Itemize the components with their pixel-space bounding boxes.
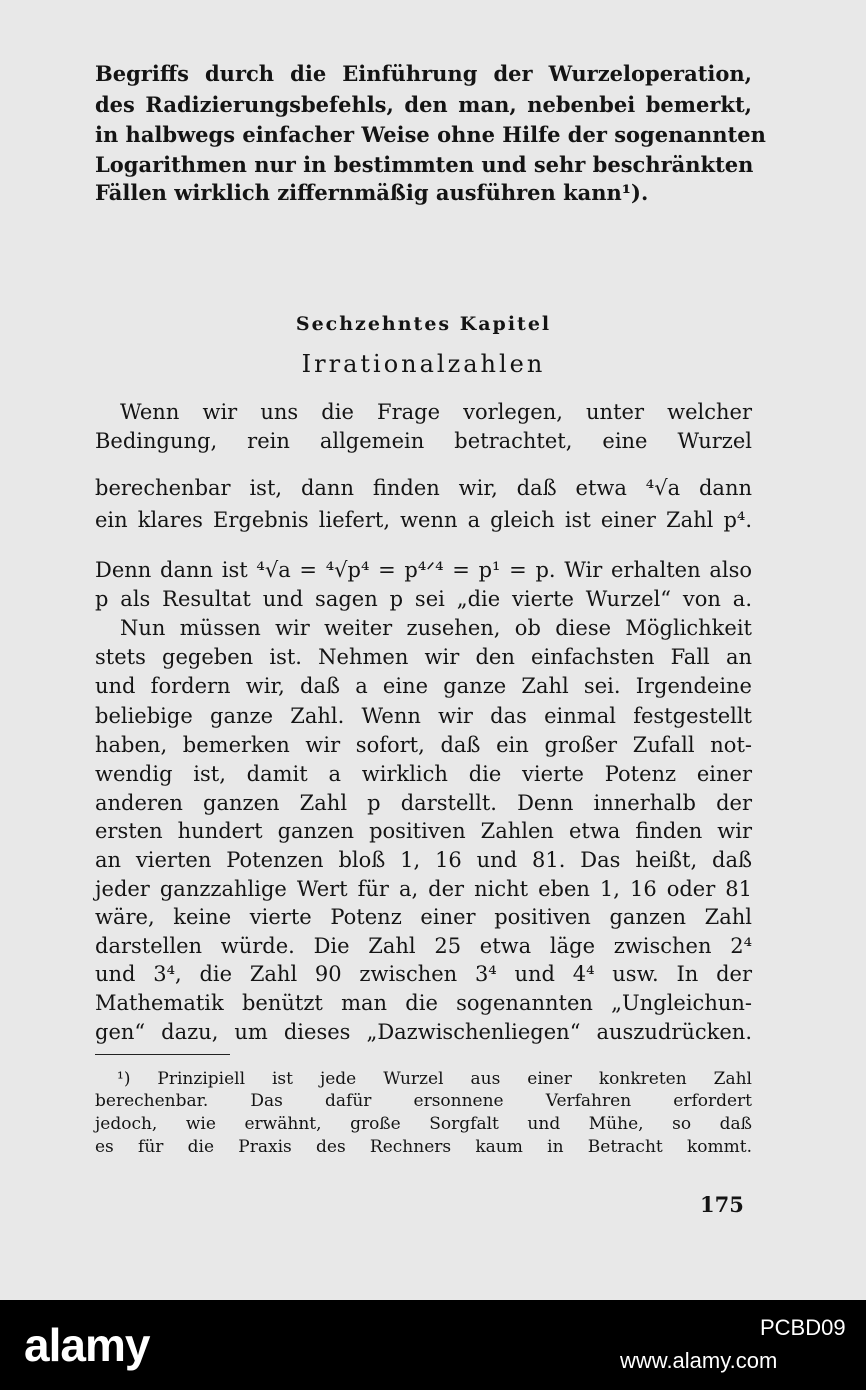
body-line: Denn dann ist ⁴√a = ⁴√p⁴ = p⁴ᐟ⁴ = p¹ = p. Wir erhalten also (95, 558, 752, 582)
body-line: stets gegeben ist. Nehmen wir den einfachsten Fall an (95, 645, 752, 669)
footnote-line: es für die Praxis des Rechners kaum in Betracht kommt. (95, 1137, 752, 1157)
chapter-label: Sechzehntes Kapitel (295, 313, 552, 335)
body-line: wäre, keine vierte Potenz einer positiven ganzen Zahl (95, 905, 752, 929)
footnote-line: berechenbar. Das dafür ersonnene Verfahren erfordert (95, 1091, 752, 1111)
body-line: Nun müssen wir weiter zusehen, ob diese Möglichkeit (120, 616, 752, 640)
body-line: beliebige ganze Zahl. Wenn wir das einmal festgestellt (95, 704, 752, 728)
body-line: Wenn wir uns die Frage vorlegen, unter welcher (120, 400, 752, 424)
body-line: wendig ist, damit a wirklich die vierte Potenz einer (95, 762, 752, 786)
chapter-title: Irrationalzahlen (301, 350, 546, 378)
footnote-line: ¹) Prinzipiell ist jede Wurzel aus einer konkreten Zahl (117, 1069, 752, 1089)
body-line: jeder ganzzahlige Wert für a, der nicht eben 1, 16 oder 81 (95, 877, 752, 901)
body-line: gen“ dazu, um dieses „Dazwischenliegen“ auszudrücken. (95, 1020, 752, 1044)
body-line: und fordern wir, daß a eine ganze Zahl sei. Irgendeine (95, 674, 752, 698)
body-line: darstellen würde. Die Zahl 25 etwa läge zwischen 2⁴ (95, 934, 752, 958)
footnote-line: jedoch, wie erwähnt, große Sorgfalt und Mühe, so daß (95, 1114, 752, 1134)
intro-line: Fällen wirklich ziffernmäßig ausführen kann¹). (95, 180, 649, 205)
body-line: und 3⁴, die Zahl 90 zwischen 3⁴ und 4⁴ usw. In der (95, 962, 752, 986)
body-line: ein klares Ergebnis liefert, wenn a gleich ist einer Zahl p⁴. (95, 508, 752, 532)
intro-line: Begriffs durch die Einführung der Wurzeloperation, (95, 61, 752, 86)
body-line: ersten hundert ganzen positiven Zahlen etwa finden wir (95, 819, 752, 843)
body-line: an vierten Potenzen bloß 1, 16 und 81. Das heißt, daß (95, 848, 752, 872)
intro-line: Logarithmen nur in bestimmten und sehr beschränkten (95, 152, 754, 177)
footnote-rule (95, 1054, 230, 1055)
site-url: www.alamy.com (620, 1348, 778, 1373)
page-number: 175 (700, 1192, 744, 1217)
brand-logo: alamy (24, 1319, 150, 1371)
body-line: p als Resultat und sagen p sei „die vierte Wurzel“ von a. (95, 587, 752, 611)
body-line: Bedingung, rein allgemein betrachtet, eine Wurzel (95, 429, 752, 453)
intro-line: des Radizierungsbefehls, den man, nebenbei bemerkt, (95, 92, 752, 117)
body-line: Mathematik benützt man die sogenannten „Ungleichun- (95, 991, 752, 1015)
body-line: berechenbar ist, dann finden wir, daß etwa ⁴√a dann (95, 476, 752, 500)
intro-line: in halbwegs einfacher Weise ohne Hilfe der sogenannten (95, 122, 766, 147)
body-line: anderen ganzen Zahl p darstellt. Denn innerhalb der (95, 791, 752, 815)
body-line: haben, bemerken wir sofort, daß ein großer Zufall not- (95, 733, 752, 757)
image-id: PCBD09 (760, 1315, 846, 1340)
